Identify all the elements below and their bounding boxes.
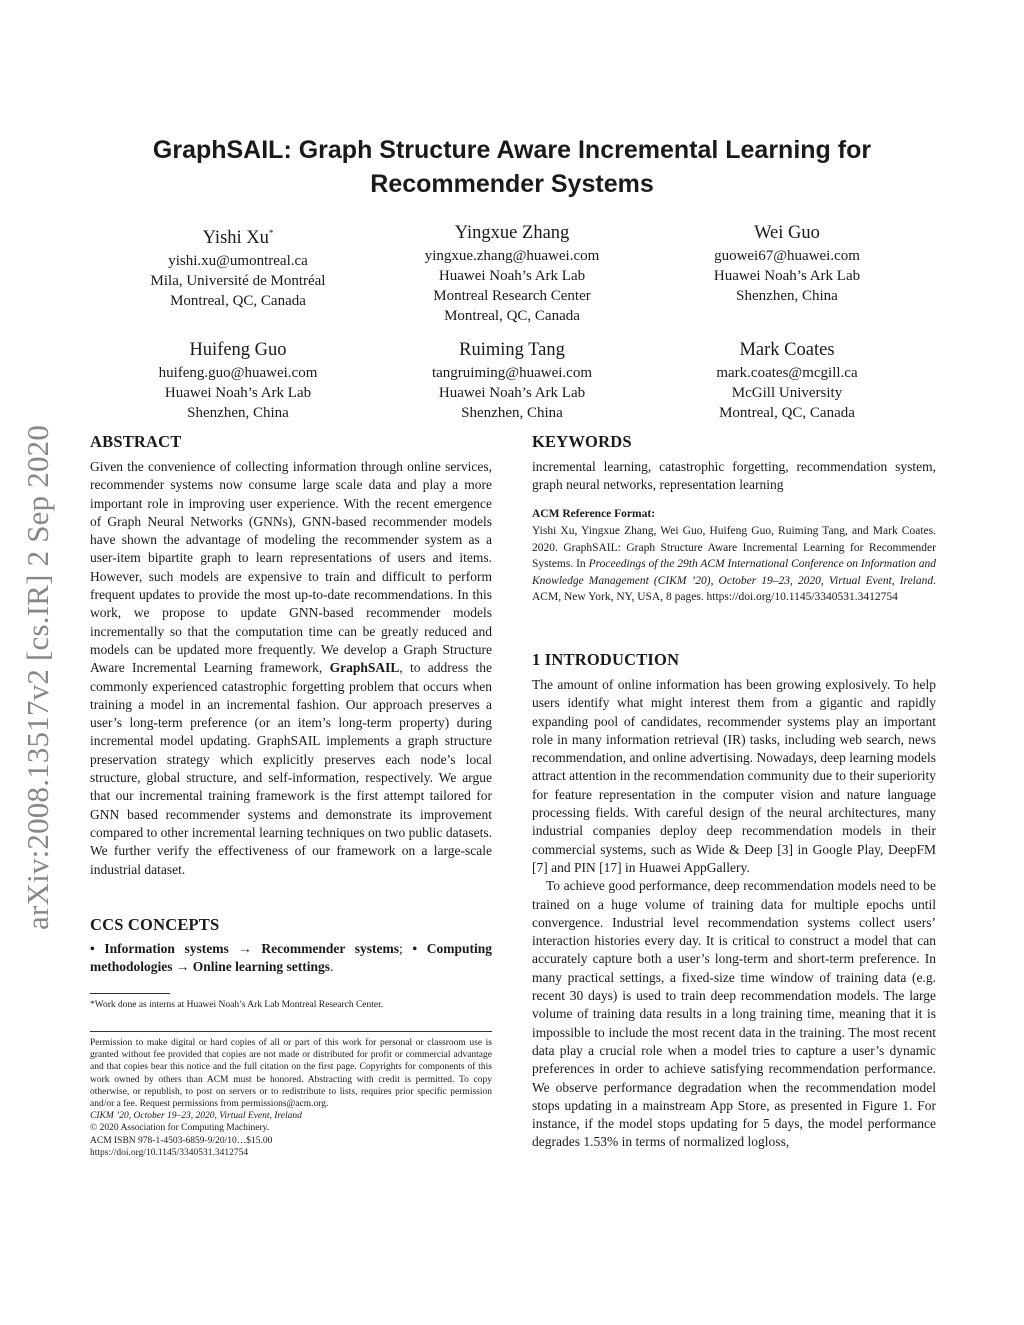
author-location: Shenzhen, China [736,288,838,304]
permission-text: Permission to make digital or hard copies of all or part of this work for personal or classroom use is granted without fee provided that copies are not made or distributed for profit or commercial advantage and that copies bear this notice and the full citation on the first page. Copyrights for components of this work owned by others than ACM must be honored. Abstracting with credit is permitted. To copy otherwise, or republish, to post on servers or to redistribute to lists, requires prior specific permission and/or a fee. Request permissions from permissions@acm.org. [90,1038,492,1110]
footnote: *Work done as interns at Huawei Noah’s Ark Lab Montreal Research Center. [90,1000,384,1010]
ccs-heading: CCS CONCEPTS [90,915,220,934]
doi-link[interactable]: https://doi.org/10.1145/3340531.3412754 [90,1147,249,1158]
author-block [401,337,623,423]
venue: CIKM ’20, October 19–23, 2020, Virtual Event, Ireland [90,1111,302,1122]
author-name: Huifeng Guo [189,340,287,360]
author-email: yingxue.zhang@huawei.com [424,248,600,264]
author-location: Montreal, QC, Canada [444,308,580,324]
isbn: ACM ISBN 978-1-4503-6859-9/20/10…$15.00 [90,1135,273,1146]
acm-ref-body: Yishi Xu, Yingxue Zhang, Wei Guo, Huifeng Guo, Ruiming Tang, and Mark Coates. 2020. GraphSAIL: Graph Structure Aware Incremental Learning for Recommender Systems. In Proceedings of the 29th ACM International Conference on Information and Knowledge Management (CIKM ’20), October 19–23, 2020, Virtual Event, Ireland. ACM, New York, NY, USA, 8 pages. https://doi.org/10.1145/3340531.3412754 [532,525,937,604]
author-name: Yishi Xu* [202,228,274,249]
author-affiliation: Huawei Noah’s Ark Lab [438,268,586,284]
keywords-body: incremental learning, catastrophic forgetting, recommendation system, graph neural networks, representation learning [532,459,936,493]
intro-paragraph-1: The amount of online information has been growing explosively. To help users identify what might interest them from a gigantic and rapidly expanding pool of candidates, recommender systems play an important role in many information retrieval (IR) tasks, including web search, news recommendation, and online advertising. Nowadays, deep learning models attract attention in the recommendation community due to their superiority for feature representation in the computer vision and nature language processing fields. With careful design of the neural architectures, many industrial companies deploy deep recommendation models in their commercial systems, such as Wide & Deep [3] in Google Play, DeepFM [7] and PIN [17] in Huawei AppGallery. [532,677,936,875]
author-block [676,220,898,306]
author-affiliation: Mila, Université de Montréal [150,273,326,290]
author-block [676,337,898,423]
author-name: Yingxue Zhang [454,223,570,243]
paper-title [80,133,944,201]
permission-rule [90,1031,492,1032]
intro-paragraph-2: To achieve good performance, deep recommendation models need to be trained on a huge volume of training data for multiple epochs until convergence. Industrial level recommendation systems collect users’ interaction histories every day. It is critical to construct a model that can accurately capture both a user’s long-term and short-term preference. In many practical settings, a fixed-size time window of training data (e.g. recent 30 days) is used to train deep recommendation models. The large volume of training data results in a long training time, meaning that it is impossible to include the most recent data in the training. The most recent data play a crucial role when a model tries to capture a user’s dynamic preferences in order to achieve satisfying recommendation performance. We observe performance degradation when the recommendation model stops updating in a mainstream App Store, as presented in Figure 1. For instance, if the model stops updating for 5 days, the model performance degrades 1.53% in terms of normalized logloss, [532,878,936,1150]
author-name: Mark Coates [739,340,835,360]
author-affiliation: Huawei Noah’s Ark Lab [438,385,586,401]
intro-body [532,676,936,1152]
title-line-1: GraphSAIL: Graph Structure Aware Incremental Learning for [152,136,872,164]
author-location: Shenzhen, China [461,405,563,421]
author-name: Wei Guo [754,223,820,243]
author-affiliation: Huawei Noah’s Ark Lab [713,268,861,284]
intro-heading: 1 INTRODUCTION [532,650,680,669]
author-name: Ruiming Tang [459,340,565,360]
author-affiliation: McGill University [731,385,843,401]
author-affiliation: Huawei Noah’s Ark Lab [164,385,312,401]
author-block [127,220,349,311]
arxiv-stamp: arXiv:2008.13517v2 [cs.IR] 2 Sep 2020 [20,424,55,930]
author-affiliation: Montreal Research Center [433,288,591,304]
author-email: mark.coates@mcgill.ca [716,365,858,381]
author-email: huifeng.guo@huawei.com [158,365,318,381]
author-location: Montreal, QC, Canada [719,405,855,421]
author-email: yishi.xu@umontreal.ca [168,253,308,270]
author-location: Montreal, QC, Canada [170,293,306,310]
keywords-heading: KEYWORDS [532,432,632,451]
author-email: guowei67@huawei.com [714,248,860,264]
abstract-bold-term: GraphSAIL [329,660,400,676]
permission-block [90,1037,492,1159]
author-location: Shenzhen, China [187,405,289,421]
author-block [401,220,623,326]
abstract-body: Given the convenience of collecting information through online services, recommender systems now consume large scale data and play a more important role in improving user experience. With the recent emergence of Graph Neural Networks (GNNs), GNN-based recommender models have shown the advantage of modeling the recommender system as a user-item bipartite graph to learn representations of users and items. However, such models are expensive to train and difficult to perform frequent updates to provide the most up-to-date recommendations. In this work, we propose to update GNN-based recommender models incrementally so that the computation time can be greatly reduced and models can be updated more frequently. We develop a Graph Structure Aware Incremental Learning framework, GraphSAIL, to address the commonly experienced catastrophic forgetting problem that occurs when training a model in an incremental fashion. Our approach preserves a user’s long-term preference (or an item’s long-term property) during incremental model updating. GraphSAIL implements a graph structure preservation strategy which explicitly preserves each node’s local structure, global structure, and self-information, respectively. We argue that our incremental training framework is the first attempt tailored for GNN based recommender systems and demonstrate its improvement compared to other incremental learning techniques on two public datasets. We further verify the effectiveness of our framework on a large-scale industrial dataset. [90,459,492,877]
footnote-rule [90,993,170,994]
author-email: tangruiming@huawei.com [431,365,593,381]
ccs-body: • Information systems → Recommender systems; • Computing methodologies → Online learning settings. [90,941,492,975]
abstract-heading: ABSTRACT [90,432,182,451]
acm-ref-heading: ACM Reference Format: [532,508,656,520]
copyright: © 2020 Association for Computing Machinery. [90,1123,270,1134]
title-line-2: Recommender Systems [370,170,654,198]
author-block [127,337,349,423]
